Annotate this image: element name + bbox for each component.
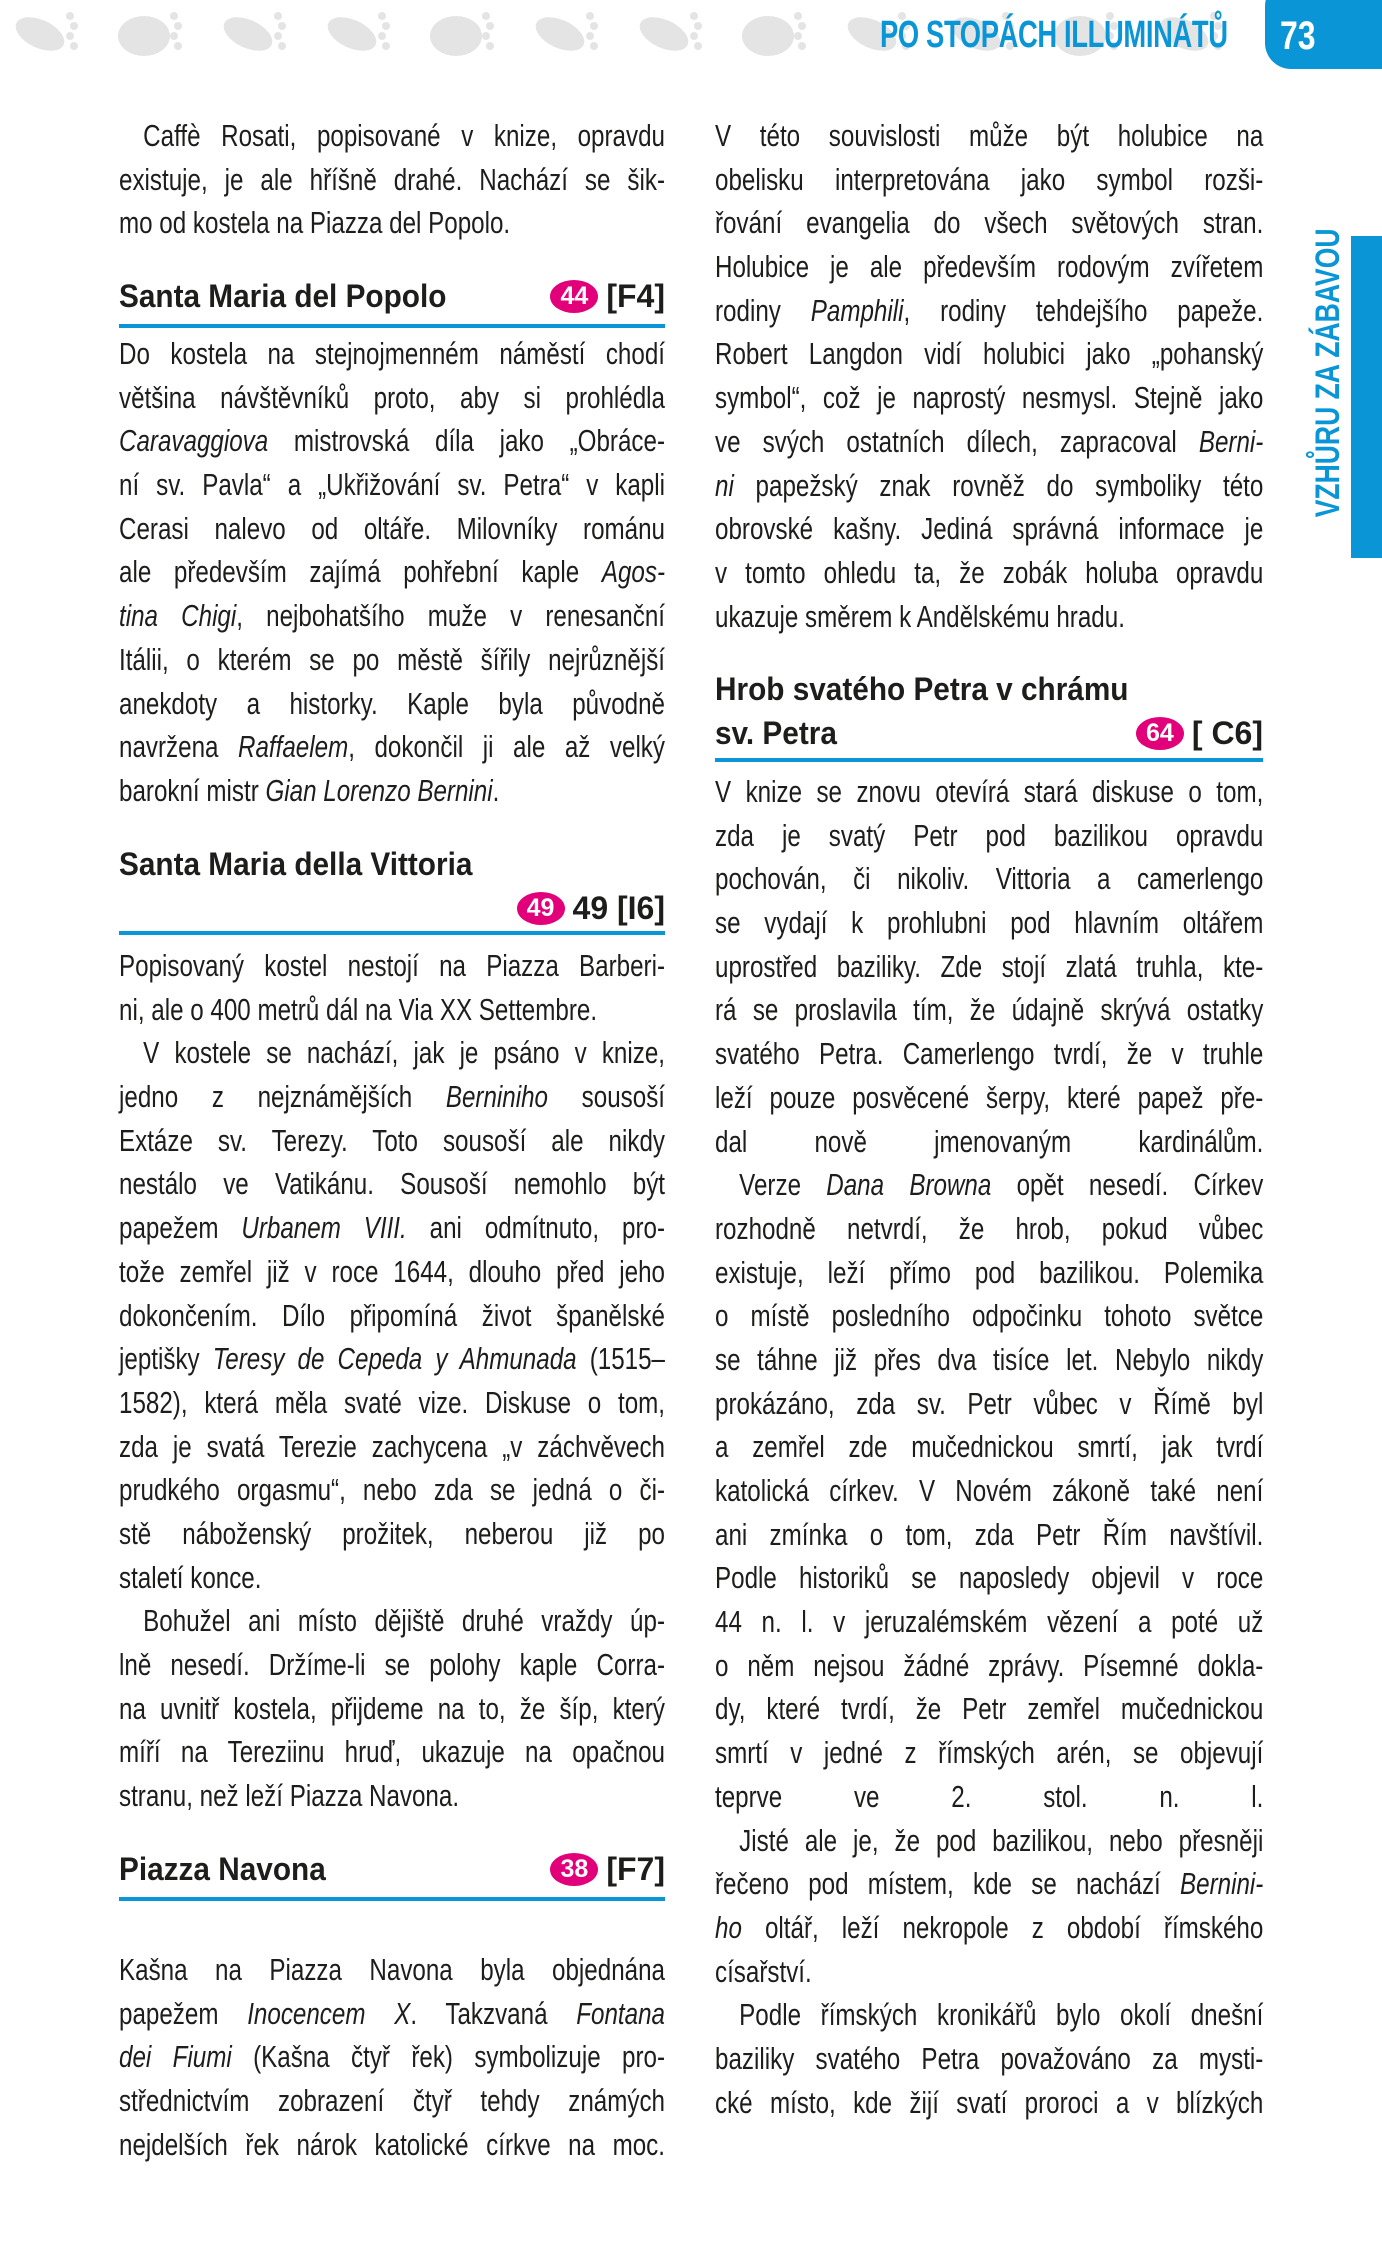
italic-text: Berniniho (445, 1079, 548, 1115)
map-number-badge: 44 (550, 280, 598, 313)
text: nejdelších řek nárok katolické církve na moc. (119, 2126, 665, 2162)
heading-underline (119, 931, 665, 935)
text-line (715, 114, 1263, 158)
text-line (119, 550, 665, 594)
text: řování evangelia do všech světových stran. (715, 205, 1264, 241)
left-intro-text (119, 114, 665, 245)
heading-underline (119, 324, 665, 328)
section-title: Piazza Navona (119, 1851, 326, 1887)
text-line (715, 1687, 1263, 1731)
text-line (715, 376, 1263, 420)
text-line (715, 1819, 1263, 1863)
text: 1582), která měla svaté vize. Diskuse o tom, (119, 1384, 665, 1420)
paragraph (119, 944, 665, 1031)
text: leží pouze posvěcené šerpy, které papež pře- (715, 1079, 1264, 1115)
paragraph (715, 770, 1263, 1163)
section-heading-hrob (715, 668, 1263, 755)
text: se vydají k prohlubni pod hlavním oltářem (715, 905, 1264, 941)
text: V této souvislosti může být holubice na (715, 118, 1264, 153)
text: císařství. (715, 1953, 812, 1989)
italic-text: Fontana (576, 1995, 665, 2031)
text: . Takzvaná (410, 1995, 577, 2031)
text: Kašna na Piazza Navona byla objednána (119, 1952, 665, 1987)
text: Podle historiků se naposledy objevil v roce (715, 1560, 1264, 1596)
text-line (119, 1031, 665, 1075)
text-line (715, 1556, 1263, 1600)
paragraph (119, 332, 665, 813)
text: pochován, či nikoliv. Vittoria a camerlengo (715, 861, 1264, 897)
footprint-icon (11, 10, 70, 57)
text-line (119, 1774, 665, 1818)
paragraph (119, 1031, 665, 1599)
text: se táhne již přes dva tisíce let. Nebylo nikdy (715, 1341, 1264, 1377)
section-heading-popolo (119, 275, 665, 319)
map-grid-ref: 49 [I6] (572, 889, 665, 926)
text-line (715, 1775, 1263, 1819)
text-line (119, 1381, 665, 1425)
text: stě náboženský prožitek, neberou již po (119, 1515, 665, 1551)
paragraph (715, 114, 1263, 638)
section-heading-navona (119, 1848, 665, 1892)
running-title: PO STOPÁCH ILLUMINÁTŮ (880, 14, 1228, 56)
text: dy, které tvrdí, že Petr zemřel mučednickou (715, 1691, 1264, 1727)
text-line (715, 1469, 1263, 1513)
text: sousoší (548, 1079, 666, 1115)
text-line (715, 289, 1263, 333)
text: ni, ale o 400 metrů dál na Via XX Settembre. (119, 991, 598, 1027)
text-line (119, 1119, 665, 1163)
text-line (715, 814, 1263, 858)
text-line (119, 376, 665, 420)
text-line (119, 1948, 665, 1992)
text-line (715, 332, 1263, 376)
text-line (715, 1163, 1263, 1207)
text: uprostřed baziliky. Zde stojí zlatá truhla, kte- (715, 948, 1264, 984)
italic-text: ho (715, 1909, 742, 1945)
section-body-popolo (119, 332, 665, 813)
text: existuje, leží přímo pod bazilikou. Polemika (715, 1254, 1264, 1290)
footprint-icon (219, 10, 278, 57)
text-line (119, 1075, 665, 1119)
text-line (715, 1731, 1263, 1775)
text: o místě posledního odpočinku tohoto světce (715, 1298, 1264, 1334)
text-line (119, 1992, 665, 2036)
text-line (119, 1250, 665, 1294)
text-line (715, 2037, 1263, 2081)
text: Holubice je ale především rodovým zvířetem (715, 249, 1264, 285)
text-line (119, 507, 665, 551)
section-body-hrob (715, 770, 1263, 2124)
text-line (715, 1338, 1263, 1382)
text: ve svých ostatních dílech, zapracoval (715, 423, 1199, 459)
italic-text: ni (715, 467, 734, 503)
text: barokní mistr (119, 772, 266, 808)
text-line (715, 507, 1263, 551)
text: (Kašna čtyř řek) symbolizuje pro- (231, 2039, 666, 2075)
text-line (715, 1906, 1263, 1950)
text: ani zmínka o tom, zda Petr Řím navštívil. (715, 1516, 1264, 1552)
text: Do kostela na stejnojmenném náměstí chodí (119, 336, 665, 371)
text: Popisovaný kostel nestojí na Piazza Barberi- (119, 948, 665, 983)
section-title-line2: sv. Petra (715, 714, 837, 751)
section-title-line1: Hrob svatého Petra v chrámu (715, 671, 1129, 707)
text: Extáze sv. Terezy. Toto sousoší ale nikdy (119, 1122, 665, 1158)
text-line (715, 1382, 1263, 1426)
text: papežem (119, 1210, 242, 1246)
italic-text: Raffaelem (238, 729, 349, 765)
text: (1515– (576, 1341, 666, 1377)
italic-text: Inocencem X (247, 1995, 411, 2031)
text: zda je svatá Terezie zachycena „v záchvěvech (119, 1428, 665, 1464)
text: dal nově jmenovaným kardinálům. (715, 1123, 1264, 1159)
text-line (715, 1032, 1263, 1076)
text-line (119, 594, 665, 638)
section-title: Santa Maria del Popolo (119, 278, 447, 314)
side-tab-bar (1351, 236, 1382, 558)
text-line (119, 1294, 665, 1338)
text: ale především zajímá pohřební kaple (119, 554, 602, 590)
text-line (119, 638, 665, 682)
text-line (119, 158, 665, 202)
text-line (715, 857, 1263, 901)
text-line (119, 201, 665, 245)
text: opět nesedí. Církev (991, 1167, 1264, 1203)
text-line (119, 2079, 665, 2123)
map-number-badge: 49 (517, 892, 565, 925)
text-line (715, 158, 1263, 202)
section-heading-vittoria (119, 843, 665, 930)
text-line (119, 419, 665, 463)
text-line (119, 1337, 665, 1381)
text: V kostele se nachází, jak je psáno v knize, (143, 1035, 665, 1071)
footprint-icon (323, 10, 382, 57)
paragraph (119, 114, 665, 245)
text: , rodiny tehdejšího papeže. (903, 292, 1264, 328)
italic-text: Dana Browna (826, 1167, 992, 1203)
text: Caffè Rosati, popisované v knize, opravdu (143, 118, 665, 153)
text: Jisté ale je, že pod bazilikou, nebo přesněji (739, 1822, 1264, 1858)
text-line (119, 1687, 665, 1731)
map-number-badge: 64 (1136, 717, 1184, 750)
section-title: Santa Maria della Vittoria (119, 846, 473, 882)
map-grid-ref: [ C6] (1191, 714, 1263, 751)
text: ukazuje směrem k Andělskému hradu. (715, 598, 1125, 634)
text-line (119, 988, 665, 1032)
text: o něm nejsou žádné zprávy. Písemné dokla- (715, 1647, 1264, 1683)
text: a zemřel zde mučednickou smrtí, jak tvrdí (715, 1429, 1264, 1465)
text-line (119, 725, 665, 769)
text: v tomto ohledu ta, že zobák holuba opravdu (715, 554, 1264, 590)
text: existuje, je ale hříšně drahé. Nachází se šik- (119, 161, 665, 197)
italic-text: tina Chigi (119, 598, 237, 634)
text: tože zemřel již v roce 1644, dlouho před jeho (119, 1253, 665, 1289)
text: rá se proslavila tím, že údajně skrývá ostatky (715, 992, 1264, 1028)
text: papežem (119, 1995, 248, 2031)
italic-text: Teresy de Cepeda y Ahmunada (212, 1341, 577, 1377)
text: mistrovská díla jako „Obráce- (268, 423, 665, 459)
text: prudkého orgasmu“, nebo zda se jedná o či- (119, 1472, 665, 1508)
text: Itálii, o kterém se po městě šířily nejrůznější (119, 641, 665, 677)
text-line (119, 332, 665, 376)
text-line (715, 1950, 1263, 1994)
text: cké místo, kde žijí svatí proroci a v blízkých (715, 2084, 1264, 2120)
text: katolická církev. V Novém zákoně také není (715, 1473, 1264, 1508)
text-line (715, 1644, 1263, 1688)
italic-text: Caravaggiova (119, 423, 269, 459)
text: teprve ve 2. stol. n. l. (715, 1778, 1264, 1814)
section-body-vittoria (119, 944, 665, 1818)
text: jedno z nejznámějších (119, 1079, 446, 1115)
text-line (715, 1251, 1263, 1295)
text-line (715, 945, 1263, 989)
text: střednictvím zobrazení čtyř tehdy známých (119, 2083, 665, 2119)
text-line (715, 2081, 1263, 2125)
text: míří na Tereziinu hruď, ukazuje na opačnou (119, 1734, 665, 1770)
text: mo od kostela na Piazza del Popolo. (119, 205, 511, 241)
italic-text: Pamphili (810, 292, 904, 328)
footprint-icon (635, 10, 694, 57)
text: ani odmítnuto, pro- (406, 1210, 665, 1246)
italic-text: Berni- (1198, 423, 1264, 459)
text-line (715, 1120, 1263, 1164)
side-tab-text: VZHŮRU ZA ZÁBAVOU (1309, 228, 1347, 518)
text-line (715, 901, 1263, 945)
page-number: 73 (1280, 14, 1316, 58)
text: Verze (739, 1167, 827, 1203)
text: ní sv. Pavla“ a „Ukřižování sv. Petra“ v kapli (119, 467, 665, 503)
side-tab-label (1308, 228, 1348, 558)
text: rodiny (715, 292, 811, 328)
text: zda je svatý Petr pod bazilikou opravdu (715, 817, 1264, 853)
map-grid-ref: [F7] (606, 1851, 665, 1887)
map-grid-ref: [F4] (606, 278, 665, 314)
text: , dokončil ji ale až velký (348, 729, 665, 765)
text: většina návštěvníků proto, aby si prohlédla (119, 379, 665, 415)
text-line (715, 1862, 1263, 1906)
text-line (715, 551, 1263, 595)
paragraph (119, 1948, 665, 2166)
paragraph (715, 1819, 1263, 1994)
text: Bohužel ani místo dějiště druhé vraždy úp- (143, 1603, 665, 1639)
text-line (119, 114, 665, 158)
text-line (119, 2123, 665, 2167)
footprint-icon (742, 16, 794, 56)
text-line (715, 1600, 1263, 1644)
text-line (715, 1513, 1263, 1557)
text: obelisku interpretována jako symbol rozši- (715, 161, 1264, 197)
text-line (119, 1162, 665, 1206)
heading-underline (119, 1897, 665, 1901)
text: Cerasi nalevo od oltáře. Milovníky románu (119, 510, 665, 546)
text: svatého Petra. Camerlengo tvrdí, že v truhle (715, 1036, 1264, 1072)
text-line (715, 1425, 1263, 1469)
text-line (715, 464, 1263, 508)
text: 44 n. l. v jeruzalémském vězení a poté už (715, 1604, 1264, 1640)
italic-text: dei Fiumi (119, 2039, 232, 2075)
text-line (119, 2035, 665, 2079)
text: na uvnitř kostela, přijdeme na to, že šíp, který (119, 1690, 665, 1726)
text-line (715, 988, 1263, 1032)
paragraph (119, 1599, 665, 1817)
text-line (119, 1206, 665, 1250)
text: nestálo ve Vatikánu. Sousoší nemohlo být (119, 1166, 665, 1202)
footprint-icon (531, 10, 590, 57)
text-line (119, 682, 665, 726)
text-line (119, 944, 665, 988)
heading-underline (715, 758, 1263, 762)
paragraph (715, 1163, 1263, 1818)
text: . (492, 772, 500, 808)
text: Robert Langdon vidí holubici jako „pohanský (715, 336, 1264, 372)
italic-text: Gian Lorenzo Bernini (265, 772, 493, 808)
footprint-icon (430, 16, 482, 56)
text: staletí konce. (119, 1559, 262, 1595)
text: prokázáno, zda sv. Petr vůbec v Římě byl (715, 1385, 1264, 1421)
text: rozhodně netvrdí, že hrob, pokud vůbec (715, 1210, 1264, 1246)
text-line (715, 1076, 1263, 1120)
text: anekdoty a historky. Kaple byla původně (119, 685, 665, 721)
text: smrtí v jedné z římských arén, se objevují (715, 1735, 1264, 1771)
text-line (119, 1468, 665, 1512)
text-line (715, 1993, 1263, 2037)
text-line (119, 1730, 665, 1774)
right-intro-text (715, 114, 1263, 638)
paragraph (715, 1993, 1263, 2124)
text: dokončením. Dílo připomíná život španělské (119, 1297, 665, 1333)
text-line (119, 1643, 665, 1687)
text-line (119, 463, 665, 507)
text-line (715, 201, 1263, 245)
text: Podle římských kronikářů bylo okolí dnešní (739, 1997, 1264, 2033)
text: stranu, než leží Piazza Navona. (119, 1778, 460, 1814)
italic-text: Urbanem VIII. (241, 1210, 407, 1246)
text-line (119, 1599, 665, 1643)
text-line (119, 1512, 665, 1556)
text: oltář, leží nekropole z období římského (741, 1909, 1264, 1945)
text: V knize se znovu otevírá stará diskuse o tom, (715, 774, 1264, 809)
text-line (715, 1207, 1263, 1251)
text-line (119, 1556, 665, 1600)
text-line (715, 420, 1263, 464)
text-line (715, 770, 1263, 814)
text-line (119, 1425, 665, 1469)
text: symbol“, což je naprostý nesmysl. Stejně jako (715, 380, 1264, 416)
text: řečeno pod místem, kde se nachází (715, 1866, 1181, 1902)
text-line (119, 769, 665, 813)
text-line (715, 245, 1263, 289)
text: navržena (119, 729, 239, 765)
text: obrovské kašny. Jediná správná informace je (715, 511, 1264, 547)
text-line (715, 1294, 1263, 1338)
text-line (715, 595, 1263, 639)
text: baziliky svatého Petra považováno za mysti- (715, 2040, 1264, 2076)
text: papežský znak rovněž do symboliky této (733, 467, 1264, 503)
italic-text: Bernini- (1180, 1866, 1264, 1902)
footprint-icon (118, 16, 170, 56)
text: lně nesedí. Držíme-li se polohy kaple Corra- (119, 1647, 665, 1682)
text: , nejbohatšího muže v renesanční (236, 598, 665, 634)
map-number-badge: 38 (550, 1853, 598, 1886)
text: jeptišky (119, 1341, 213, 1377)
italic-text: Agos- (601, 554, 665, 590)
section-body-navona (119, 1948, 665, 2166)
